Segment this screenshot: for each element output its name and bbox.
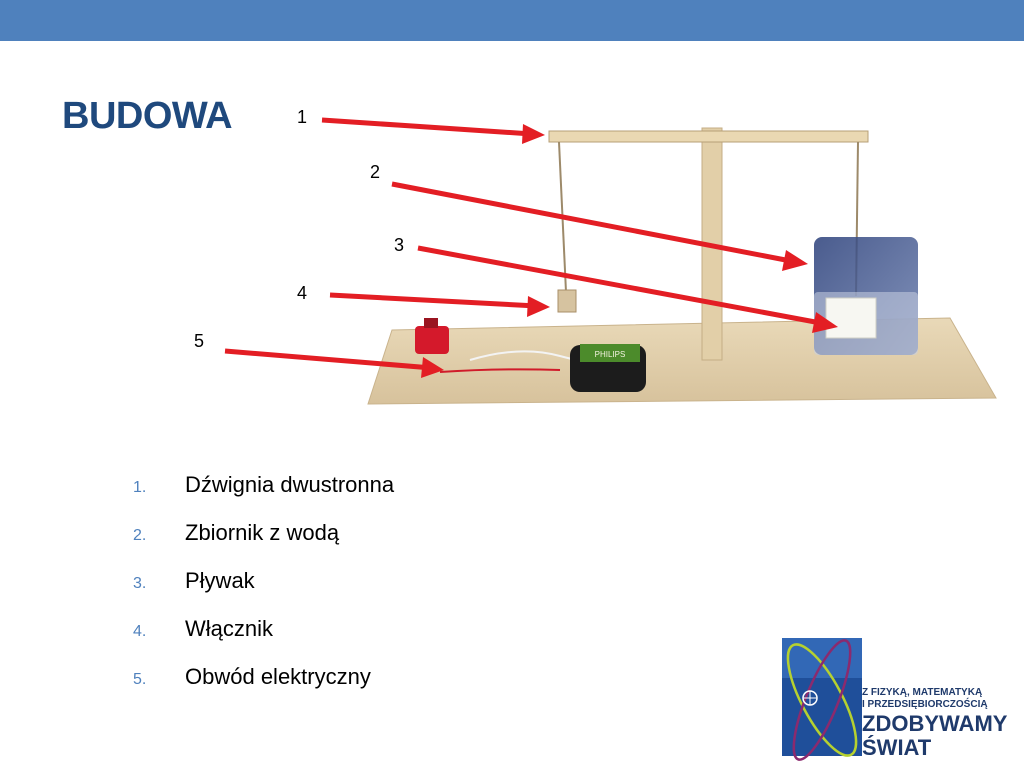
switch-weight	[558, 290, 576, 312]
list-number: 2.	[133, 527, 147, 544]
logo-line-2: I PRZEDSIĘBIORCZOŚCIĄ	[862, 699, 988, 710]
callout-5: 5	[194, 331, 205, 351]
arrow-4	[330, 295, 537, 306]
list-number: 4.	[133, 623, 147, 640]
logo-line-3: ZDOBYWAMY	[862, 711, 1008, 736]
list-item	[133, 664, 394, 712]
float-block	[826, 298, 876, 338]
list-item	[133, 568, 394, 616]
callout-1: 1	[297, 107, 308, 127]
callout-2: 2	[370, 162, 381, 182]
logo-line-4: ŚWIAT	[862, 735, 932, 760]
list-text: Obwód elektryczny	[185, 664, 371, 689]
list-number: 3.	[133, 575, 147, 592]
list-item	[133, 520, 394, 568]
arrow-1	[322, 120, 532, 134]
logo-line-1: Z FIZYKĄ, MATEMATYKĄ	[862, 687, 983, 698]
arrow-3	[418, 248, 826, 324]
callout-4: 4	[297, 283, 308, 303]
list-number: 1.	[133, 479, 147, 496]
list-text: Pływak	[185, 568, 255, 593]
arrow-2	[392, 184, 796, 262]
battery-brand: PHILIPS	[594, 350, 626, 359]
logo-tagline	[862, 687, 988, 711]
lever-beam	[549, 131, 868, 142]
list-text: Zbiornik z wodą	[185, 520, 340, 545]
list-text: Dźwignia dwustronna	[185, 472, 395, 497]
list-item	[133, 616, 394, 664]
list-number: 5.	[133, 671, 147, 688]
slide-title: BUDOWA	[62, 95, 233, 137]
callout-3: 3	[394, 235, 405, 255]
list-text: Włącznik	[185, 616, 274, 641]
parts-list	[133, 472, 394, 712]
bell	[415, 326, 449, 354]
list-item	[133, 472, 394, 520]
logo-wordmark	[862, 712, 1007, 760]
